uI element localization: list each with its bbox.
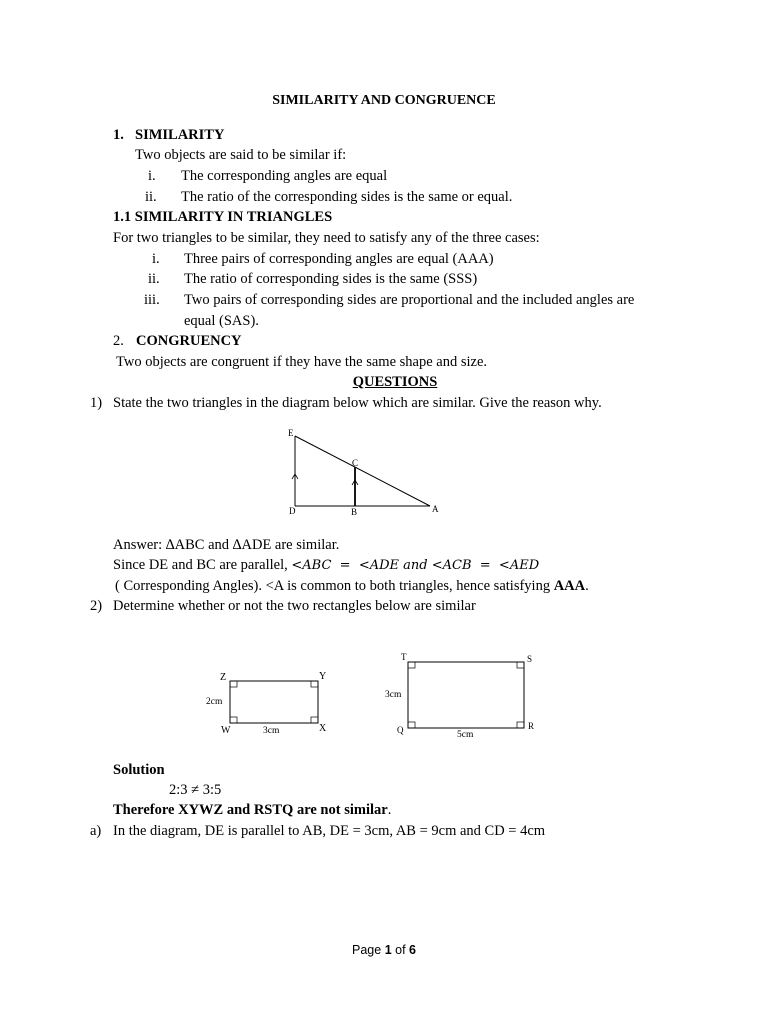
label-w: W: [221, 725, 231, 736]
question-1-text: State the two triangles in the diagram below which are similar. Give the reason why.: [113, 395, 602, 411]
label-e: E: [288, 428, 294, 438]
label-c: C: [352, 458, 359, 468]
question-1-number: 1): [90, 395, 103, 411]
rectangles-diagram: [200, 645, 550, 745]
label-d: D: [289, 506, 296, 516]
since-line: Since DE and BC are parallel, <ABC = <ADE and <ACB = <AED: [113, 557, 540, 573]
label-x: X: [319, 723, 327, 734]
question-2-number: 2): [90, 598, 103, 614]
question-2-text: Determine whether or not the two rectangles below are similar: [113, 598, 476, 614]
questions-heading: QUESTIONS: [352, 374, 438, 390]
label-s: S: [527, 654, 533, 664]
side-label: 3cm: [385, 690, 402, 700]
side-label: 2cm: [206, 697, 223, 707]
label-a: A: [432, 504, 439, 514]
section-1-intro: Two objects are said to be similar if:: [135, 147, 347, 163]
conclusion-line: Therefore XYWZ and RSTQ are not similar.: [113, 802, 392, 818]
list-item: The corresponding angles are equal: [181, 168, 388, 184]
reason-line: ( Corresponding Angles). <A is common to both triangles, hence satisfying AAA.: [115, 578, 589, 594]
base-label: 3cm: [263, 726, 280, 736]
triangle-diagram: [280, 422, 450, 522]
label-r: R: [528, 721, 535, 731]
right-angle-icon: [311, 717, 318, 723]
list-item-number: ii.: [148, 271, 160, 287]
section-1-1-heading: 1.1 SIMILARITY IN TRIANGLES: [113, 209, 333, 225]
question-a-text: In the diagram, DE is parallel to AB, DE = 3cm, AB = 9cm and CD = 4cm: [113, 823, 546, 839]
label-y: Y: [319, 671, 327, 682]
list-item-number: i.: [152, 251, 160, 267]
list-item: The ratio of corresponding sides is the same (SSS): [184, 271, 478, 287]
right-angle-icon: [408, 662, 415, 668]
solution-heading: Solution: [113, 762, 165, 778]
list-item: Two pairs of corresponding sides are proportional and the included angles are: [184, 292, 635, 308]
section-1-heading: SIMILARITY: [135, 127, 225, 143]
list-item: The ratio of the corresponding sides is the same or equal.: [181, 189, 513, 205]
page-footer: Page 1 of 6: [352, 943, 416, 957]
right-angle-icon: [517, 662, 524, 668]
list-item-number: ii.: [145, 189, 157, 205]
section-2-heading: CONGRUENCY: [136, 333, 242, 349]
list-item: Three pairs of corresponding angles are equal (AAA): [184, 251, 494, 267]
side-ea: [295, 436, 430, 506]
ratio-line: 2:3 ≠ 3:5: [169, 782, 222, 798]
label-b: B: [351, 507, 358, 517]
list-item-number: i.: [148, 168, 156, 184]
right-angle-icon: [230, 717, 237, 723]
section-1-1-intro: For two triangles to be similar, they need to satisfy any of the three cases:: [113, 230, 540, 246]
question-a-number: a): [90, 823, 102, 839]
section-2-text: Two objects are congruent if they have the same shape and size.: [116, 354, 488, 370]
right-angle-icon: [408, 722, 415, 728]
right-angle-icon: [517, 722, 524, 728]
list-item-number: iii.: [144, 292, 160, 308]
rectangle-rstq: [408, 662, 524, 728]
label-t: T: [401, 652, 407, 662]
page-title: SIMILARITY AND CONGRUENCE: [272, 93, 496, 108]
section-2-number: 2.: [113, 333, 124, 349]
answer-line: Answer: ∆ABC and ∆ADE are similar.: [113, 537, 340, 553]
right-angle-icon: [311, 681, 318, 687]
base-label: 5cm: [457, 730, 474, 740]
section-1-number: 1.: [113, 127, 124, 143]
label-q: Q: [397, 725, 404, 735]
list-item-continuation: equal (SAS).: [184, 313, 259, 329]
rectangle-xywz: [230, 681, 318, 723]
right-angle-icon: [230, 681, 237, 687]
label-z: Z: [220, 672, 227, 683]
